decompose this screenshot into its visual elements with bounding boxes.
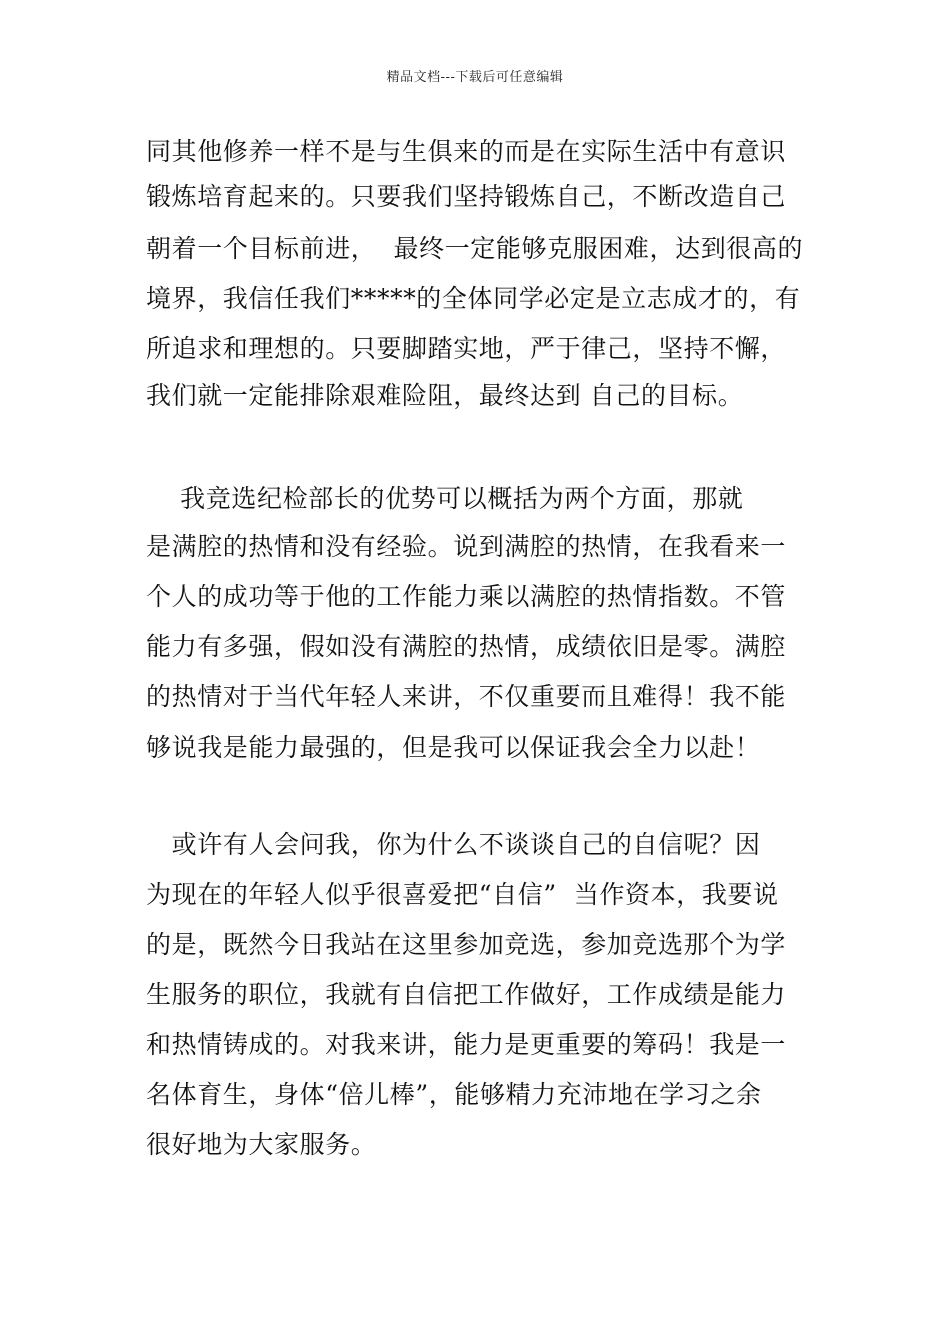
paragraph-1-line-4: 境界，我信任我们*****的全体同学必定是立志成才的，有 xyxy=(146,284,801,313)
paragraph-3-line-4: 生服务的职位，我就有自信把工作做好，工作成绩是能力 xyxy=(146,980,787,1009)
paragraph-3-line-6: 名体育生，身体“倍儿棒”，能够精力充沛地在学习之余 xyxy=(146,1080,762,1109)
paragraph-2-line-2: 是满腔的热情和没有经验。说到满腔的热情，在我看来一 xyxy=(146,532,787,561)
paragraph-2-line-3: 个人的成功等于他的工作能力乘以满腔的热情指数。不管 xyxy=(146,582,787,611)
paragraph-2-line-1: 我竞选纪检部长的优势可以概括为两个方面，那就 xyxy=(146,484,744,513)
paragraph-2-line-4: 能力有多强，假如没有满腔的热情，成绩依旧是零。满腔 xyxy=(146,632,787,661)
paragraph-2-line-6: 够说我是能力最强的，但是我可以保证我会全力以赴！ xyxy=(146,733,761,762)
page-header: 精品文档---下载后可任意编辑 xyxy=(386,70,564,85)
paragraph-1-line-2: 锻炼培育起来的。只要我们坚持锻炼自己，不断改造自己 xyxy=(146,182,787,211)
paragraph-3-line-1: 或许有人会问我，你为什么不谈谈自己的自信呢？因 xyxy=(146,830,761,859)
paragraph-2-line-5: 的热情对于当代年轻人来讲，不仅重要而且难得！我不能 xyxy=(146,682,787,711)
paragraph-1-line-6: 我们就一定能排除艰难险阻，最终达到 自己的目标。 xyxy=(146,381,744,410)
paragraph-1-line-5: 所追求和理想的。只要脚踏实地，严于律己，坚持不懈， xyxy=(146,334,787,363)
paragraph-3-line-2: 为现在的年轻人似乎很喜爱把“自信” 当作资本，我要说 xyxy=(146,880,779,909)
paragraph-3-line-7: 很好地为大家服务。 xyxy=(146,1130,377,1159)
paragraph-3-line-3: 的是，既然今日我站在这里参加竞选，参加竞选那个为学 xyxy=(146,930,787,959)
paragraph-1-line-1: 同其他修养一样不是与生俱来的而是在实际生活中有意识 xyxy=(146,137,787,166)
paragraph-1-line-3: 朝着一个目标前进， 最终一定能够克服困难，达到很高的 xyxy=(146,234,804,263)
paragraph-3-line-5: 和热情铸成的。对我来讲，能力是更重要的筹码！我是一 xyxy=(146,1030,787,1059)
